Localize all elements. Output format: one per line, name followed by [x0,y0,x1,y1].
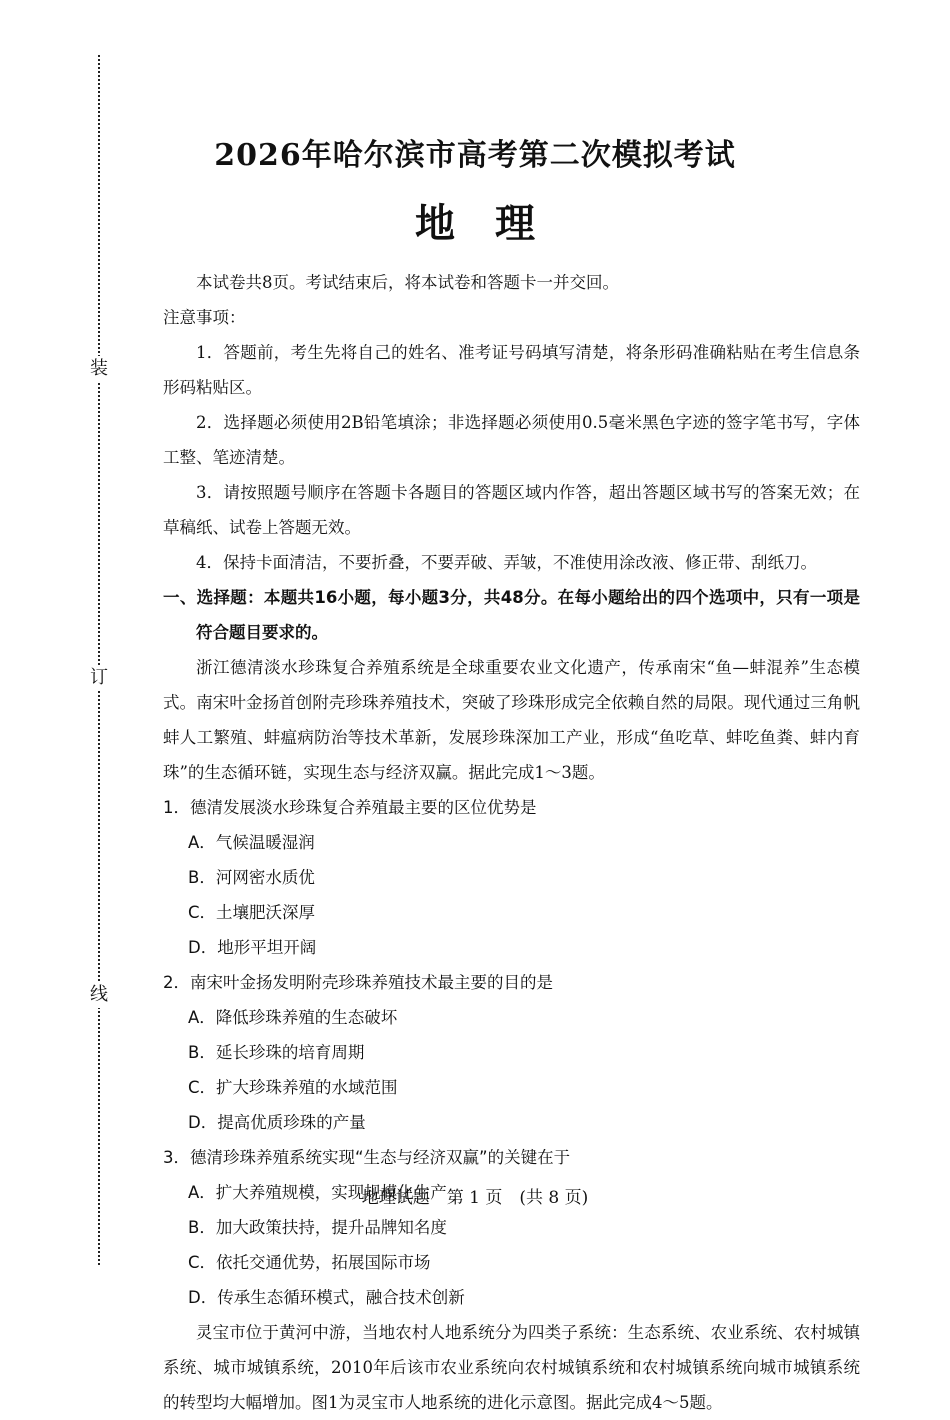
binding-mark-zhuang: 装 [86,356,112,382]
question-3-option-b: B．加大政策扶持，提升品牌知名度 [188,1218,447,1237]
question-1-option-c: C．土壤肥沃深厚 [188,903,316,922]
page-content [163,265,860,1420]
page-footer: 地理试题 第 1 页 (共 8 页) [361,1188,589,1208]
notice-item-2: 2．选择题必须使用2B铅笔填涂；非选择题必须使用0.5毫米黑色字迹的签字笔书写，字体工整、笔迹清楚。 [163,413,860,467]
question-2-options [163,1000,860,1140]
passage-2: 灵宝市位于黄河中游，当地农村人地系统分为四类子系统：生态系统、农业系统、农村城镇系统、城市城镇系统，2010年后该市农业系统向农村城镇系统和农村城镇系统向城市城镇系统的转型均大幅增加。图1为灵宝市人地系统的进化示意图。据此完成4～5题。 [163,1323,860,1412]
intro-text: 本试卷共8页。考试结束后，将本试卷和答题卡一并交回。 [196,273,619,292]
question-3-option-a: A．扩大养殖规模，实现规模化生产 [188,1183,447,1202]
subject-title: 地理 [415,200,575,247]
notice-item-1: 1．答题前，考生先将自己的姓名、准考证号码填写清楚，将条形码准确粘贴在考生信息条形码粘贴区。 [163,343,860,397]
binding-mark-ding: 订 [86,665,112,691]
question-1-stem: 1．德清发展淡水珍珠复合养殖最主要的区位优势是 [163,798,537,817]
section-heading: 一、选择题：本题共16小题，每小题3分，共48分。在每小题给出的四个选项中，只有一项是符合题目要求的。 [163,588,860,642]
question-3-option-c: C．依托交通优势，拓展国际市场 [188,1253,431,1272]
passage-1: 浙江德清淡水珍珠复合养殖系统是全球重要农业文化遗产，传承南宋“鱼—蚌混养”生态模式。南宋叶金扬首创附壳珍珠养殖技术，突破了珍珠形成完全依赖自然的局限。现代通过三角帆蚌人工繁殖、蚌瘟病防治等技术革新，发展珍珠深加工产业，形成“鱼吃草、蚌吃鱼粪、蚌内育珠”的生态循环链，实现生态与经济双赢。据此完成1～3题。 [163,658,860,782]
question-1-option-a: A．气候温暖湿润 [188,833,315,852]
question-3-option-d: D．传承生态循环模式，融合技术创新 [188,1288,465,1307]
notice-item-4: 4．保持卡面清洁，不要折叠，不要弄破、弄皱，不准使用涂改液、修正带、刮纸刀。 [196,553,817,572]
question-3-stem: 3．德清珍珠养殖系统实现“生态与经济双赢”的关键在于 [163,1148,571,1167]
notice-heading: 注意事项： [163,308,246,327]
question-2-option-c: C．扩大珍珠养殖的水域范围 [188,1078,398,1097]
question-1-option-d: D．地形平坦开阔 [188,938,317,957]
question-1-options [163,825,860,965]
binding-mark-xian: 线 [86,982,112,1008]
question-2-option-d: D．提高优质珍珠的产量 [188,1113,366,1132]
exam-title: 2026年哈尔滨市高考第二次模拟考试 [214,138,736,173]
question-2-option-a: A．降低珍珠养殖的生态破坏 [188,1008,398,1027]
notice-item-3: 3．请按照题号顺序在答题卡各题目的答题区域内作答，超出答题区域书写的答案无效；在草稿纸、试卷上答题无效。 [163,483,860,537]
question-2-stem: 2．南宋叶金扬发明附壳珍珠养殖技术最主要的目的是 [163,973,553,992]
question-2-option-b: B．延长珍珠的培育周期 [188,1043,365,1062]
question-1-option-b: B．河网密水质优 [188,868,315,887]
